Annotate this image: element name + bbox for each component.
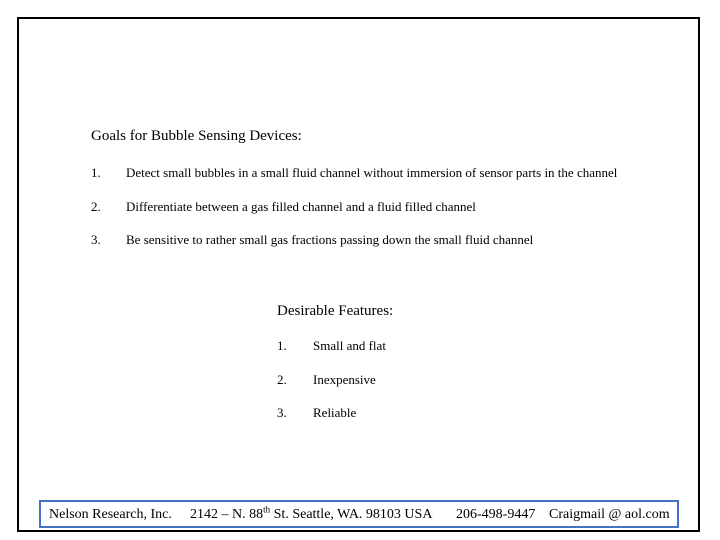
feature-number: 1. [277, 338, 287, 353]
footer-address [190, 504, 433, 523]
goal-text: Differentiate between a gas filled channel and a fluid filled channel [126, 199, 476, 214]
slide-frame [17, 17, 700, 532]
goal-text: Be sensitive to rather small gas fractions passing down the small fluid channel [126, 232, 534, 247]
footer-phone: 206-498-9447 [456, 507, 536, 522]
goals-heading: Goals for Bubble Sensing Devices: [91, 128, 302, 144]
goal-number: 2. [91, 199, 101, 214]
footer-bar [39, 500, 679, 528]
footer-address-start: 2142 – N. 88 [190, 507, 264, 522]
footer-company: Nelson Research, Inc. [49, 507, 172, 522]
feature-number: 3. [277, 405, 287, 420]
feature-number: 2. [277, 372, 287, 387]
goal-number: 3. [91, 232, 101, 247]
goal-number: 1. [91, 165, 101, 180]
footer-address-suffix: th [263, 504, 271, 515]
features-heading: Desirable Features: [277, 303, 394, 319]
footer-email: Craigmail @ aol.com [549, 507, 670, 522]
feature-text: Reliable [313, 405, 357, 420]
feature-text: Small and flat [313, 338, 386, 353]
feature-text: Inexpensive [313, 372, 376, 387]
goal-text: Detect small bubbles in a small fluid channel without immersion of sensor parts in the channel [126, 165, 618, 180]
footer-address-end: St. Seattle, WA. 98103 USA [270, 507, 433, 522]
